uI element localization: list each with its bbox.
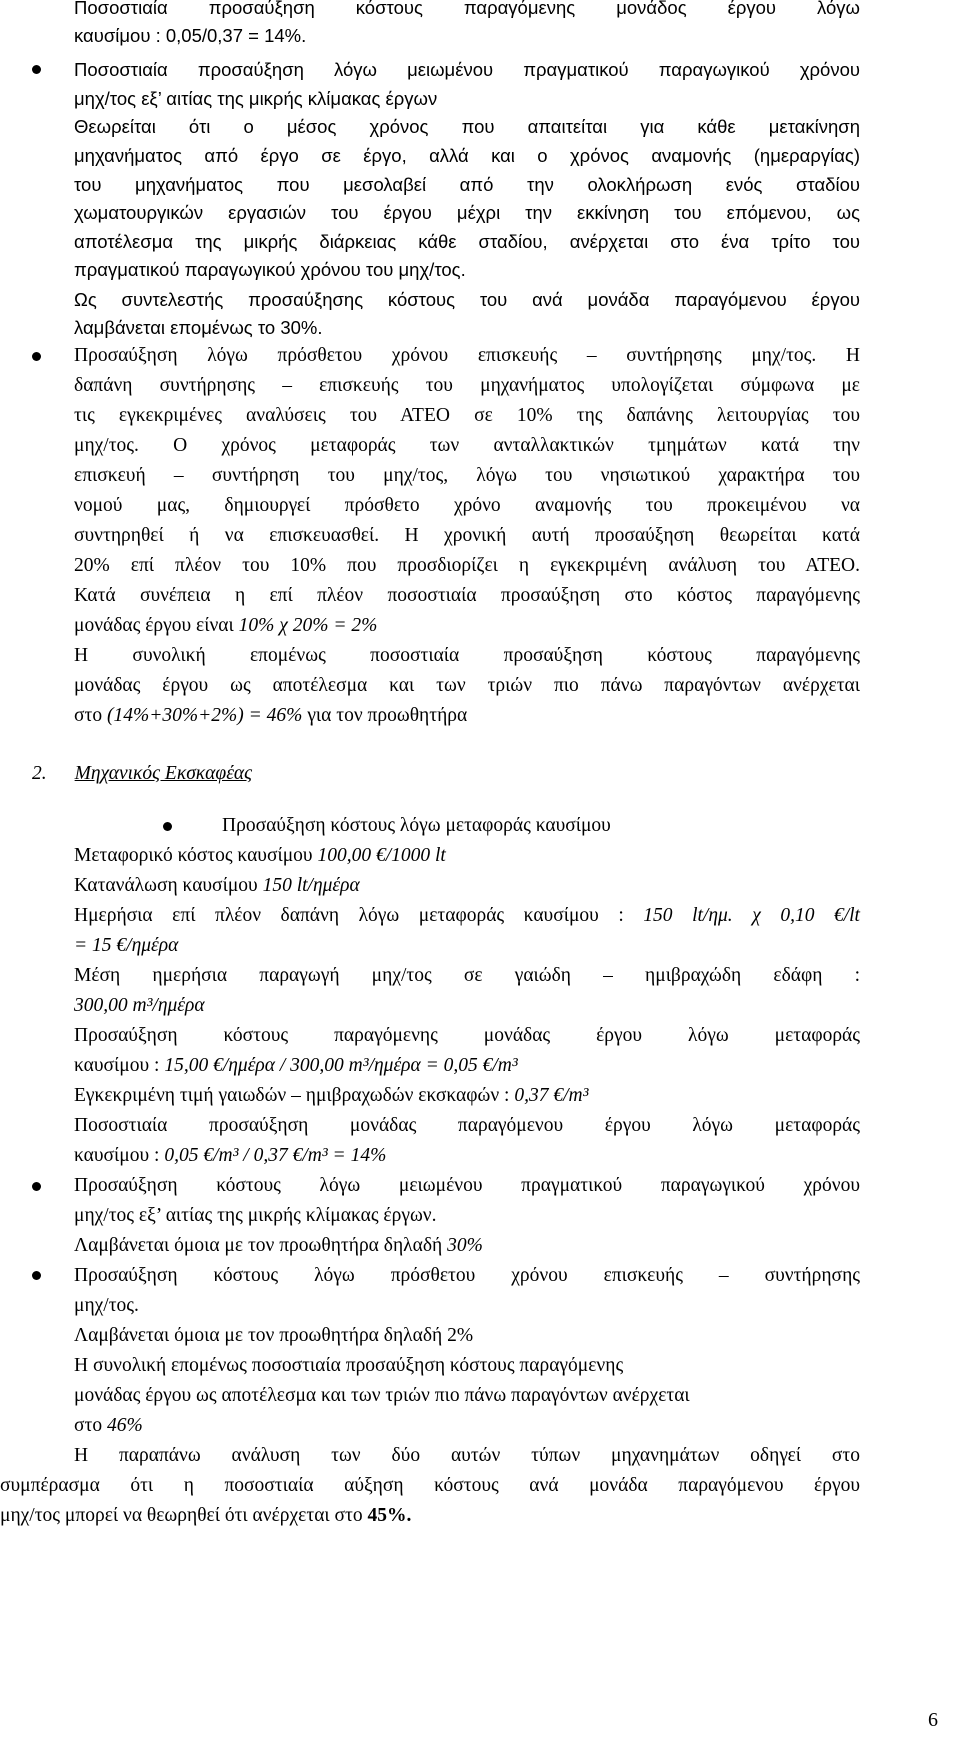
s1-b2-line-10 (74, 612, 377, 640)
s1-total-line-3-formula: (14%+30%+2%) = 46% (106, 705, 303, 726)
s1-b1-para-7: Ως συντελεστής προσαύξησης κόστους του ανά μονάδα παραγόμενου έργου (74, 289, 860, 310)
s1-b2-line-7: συντηρηθεί ή να επισκευασθεί. Η χρονική αυτή προσαύξηση θεωρείται κατά (74, 525, 860, 546)
bullet-icon (32, 1182, 41, 1191)
s2-calc-10: Ποσοστιαία προσαύξηση μονάδας παραγόμενου έργου λόγω μεταφοράς (74, 1115, 860, 1136)
s1-line-2: καυσίμου : 0,05/0,37 = 14%. (74, 25, 307, 46)
s2-calc-6-value: 300,00 m³/ημέρα (74, 995, 205, 1016)
s2-calc-8 (74, 1052, 518, 1080)
s2-calc-1-label: Μεταφορικό κόστος καυσίμου (74, 845, 318, 866)
s2-b1-line-2: μηχ/τος εξ’ αιτίας της μικρής κλίμακας έργων. (74, 1205, 437, 1226)
s2-b1-line-3-value: 30% (447, 1235, 483, 1256)
s2-calc-7: Προσαύξηση κόστους παραγόμενης μονάδας έργου λόγω μεταφοράς (74, 1025, 860, 1046)
s1-b1-para-4: χωματουργικών εργασιών του έργου μέχρι την εκκίνηση του επόμενου, ως (74, 202, 860, 223)
s2-total-line-3-value: 46% (106, 1415, 143, 1436)
s2-calc-5: Μέση ημερήσια παραγωγή μηχ/τος σε γαιώδη – ημιβραχώδη εδάφη : (74, 965, 860, 986)
s1-b1-line-1: Ποσοστιαία προσαύξηση λόγω μειωμένου πραγματικού παραγωγικού χρόνου (74, 59, 860, 80)
s2-calc-4 (74, 932, 178, 960)
s1-b1-para-1: Θεωρείται ότι ο μέσος χρόνος που απαιτείται για κάθε μετακίνηση (74, 116, 860, 137)
s2-total-line-1: Η συνολική επομένως ποσοστιαία προσαύξηση κόστους παραγόμενης (74, 1355, 624, 1376)
conclusion-line-2: συμπέρασμα ότι η ποσοστιαία αύξηση κόστους ανά μονάδα παραγόμενου έργου (0, 1475, 860, 1496)
s2-calc-1 (74, 842, 446, 870)
s2-calc-9 (74, 1082, 588, 1110)
s1-b2-line-1: Προσαύξηση λόγω πρόσθετου χρόνου επισκευής – συντήρησης μηχ/τος. Η (74, 345, 860, 366)
bullet-icon (32, 1271, 41, 1280)
s1-total-line-1: Η συνολική επομένως ποσοστιαία προσαύξηση κόστους παραγόμενης (74, 645, 860, 666)
s2-calc-11 (74, 1142, 386, 1170)
s1-b2-line-4: μηχ/τος. Ο χρόνος μεταφοράς των ανταλλακτικών τμημάτων κατά την (74, 435, 860, 456)
s2-calc-9-label: Εγκεκριμένη τιμή γαιωδών – ημιβραχωδών εκσκαφών : (74, 1085, 515, 1106)
section-2-heading (32, 760, 252, 788)
s2-b2-line-1: Προσαύξηση κόστους λόγω πρόσθετου χρόνου επισκευής – συντήρησης (74, 1265, 860, 1286)
bullet-icon (32, 65, 41, 74)
s2-calc-2-label: Κατανάλωση καυσίμου (74, 875, 263, 896)
s2-calc-3 (74, 902, 860, 930)
s1-b1-para-5: αποτέλεσμα της μικρής διάρκειας κάθε σταδίου, ανέρχεται στο ένα τρίτο του (74, 231, 860, 252)
s2-b2-line-2: μηχ/τος. (74, 1295, 139, 1316)
s1-b2-line-5: επισκευή – συντήρηση του μηχ/τος, λόγω του νησιωτικού χαρακτήρα του (74, 465, 860, 486)
s1-b1-para-6: πραγματικού παραγωγικού χρόνου του μηχ/τος. (74, 259, 466, 280)
s2-fuel-heading: Προσαύξηση κόστους λόγω μεταφοράς καυσίμου (222, 815, 611, 836)
conclusion-line-3-text: μηχ/τος μπορεί να θεωρηθεί ότι ανέρχεται στο (0, 1505, 368, 1526)
s1-total-line-3-c: για τον προωθητήρα (302, 705, 468, 726)
s2-calc-2 (74, 872, 360, 900)
s2-b1-line-1: Προσαύξηση κόστους λόγω μειωμένου πραγματικού παραγωγικού χρόνου (74, 1175, 860, 1196)
s1-b2-line-10-text: μονάδας έργου είναι (74, 615, 239, 636)
bullet-icon (163, 822, 172, 831)
s2-calc-1-value: 100,00 €/1000 lt (317, 845, 446, 866)
s1-total-line-3-a: στο (74, 705, 107, 726)
s2-calc-4-value: = 15 €/ημέρα (74, 935, 179, 956)
page-number: 6 (928, 1709, 938, 1731)
s2-calc-2-value: 150 lt/ημέρα (262, 875, 360, 896)
s1-b1-para-2: μηχανήματος από έργο σε έργο, αλλά και ο χρόνος αναμονής (ημεραργίας) (74, 145, 860, 166)
s2-total-line-2: μονάδας έργου ως αποτέλεσμα και των τριών πιο πάνω παραγόντων ανέρχεται (74, 1385, 690, 1406)
s2-calc-6 (74, 992, 205, 1020)
s1-b2-line-3: τις εγκεκριμένες αναλύσεις του ΑΤΕΟ σε 10% της δαπάνης λειτουργίας του (74, 405, 860, 426)
s1-line-1: Ποσοστιαία προσαύξηση κόστους παραγόμενης μονάδος έργου λόγω (74, 0, 860, 18)
s1-b2-line-10-formula: 10% χ 20% = 2% (238, 615, 378, 636)
conclusion-line-3 (0, 1502, 411, 1530)
s2-b1-line-3-text: Λαμβάνεται όμοια με τον προωθητήρα δηλαδή (74, 1235, 448, 1256)
s2-calc-3-label: Ημερήσια επί πλέον δαπάνη λόγω μεταφοράς καυσίμου : (74, 905, 644, 926)
s1-b2-line-9: Κατά συνέπεια η επί πλέον ποσοστιαία προσαύξηση στο κόστος παραγόμενης (74, 585, 860, 606)
s1-b1-para-3: του μηχανήματος που μεσολαβεί από την ολοκλήρωση ενός σταδίου (74, 174, 860, 195)
s1-total-line-3 (74, 702, 467, 730)
s1-b2-line-2: δαπάνη συντήρησης – επισκευής του μηχανήματος υπολογίζεται σύμφωνα με (74, 375, 860, 396)
section-2-title: Μηχανικός Εκσκαφέας (74, 763, 253, 784)
conclusion-line-1: Η παραπάνω ανάλυση των δύο αυτών τύπων μηχανημάτων οδηγεί στο (74, 1445, 860, 1466)
section-2-number: 2. (32, 763, 47, 784)
s2-total-line-3-a: στο (74, 1415, 107, 1436)
s1-b2-line-8: 20% επί πλέον του 10% που προσδιορίζει η εγκεκριμένη ανάλυση του ΑΤΕΟ. (74, 555, 860, 576)
s1-b1-line-2: μηχ/τος εξ’ αιτίας της μικρής κλίμακας έργων (74, 88, 438, 109)
s2-calc-9-value: 0,37 €/m³ (514, 1085, 589, 1106)
s2-b2-line-3: Λαμβάνεται όμοια με τον προωθητήρα δηλαδή 2% (74, 1325, 474, 1346)
s2-calc-8-value: 15,00 €/ημέρα / 300,00 m³/ημέρα = 0,05 €/m³ (164, 1055, 518, 1076)
conclusion-line-3-value: 45%. (367, 1505, 412, 1526)
s1-b1-para-8: λαμβάνεται επομένως το 30%. (74, 317, 323, 338)
s1-total-line-2: μονάδας έργου ως αποτέλεσμα και των τριών πιο πάνω παραγόντων ανέρχεται (74, 675, 860, 696)
bullet-icon (32, 352, 41, 361)
s2-calc-11-label: καυσίμου : (74, 1145, 165, 1166)
s2-b1-line-3 (74, 1232, 483, 1260)
s2-calc-11-value: 0,05 €/m³ / 0,37 €/m³ = 14% (164, 1145, 387, 1166)
s2-calc-8-label: καυσίμου : (74, 1055, 165, 1076)
s2-total-line-3 (74, 1412, 143, 1440)
s1-b2-line-6: νομού μας, δημιουργεί πρόσθετο χρόνο αναμονής του προκειμένου να (74, 495, 860, 516)
s2-calc-3-value: 150 lt/ημ. χ 0,10 €/lt (643, 905, 860, 926)
